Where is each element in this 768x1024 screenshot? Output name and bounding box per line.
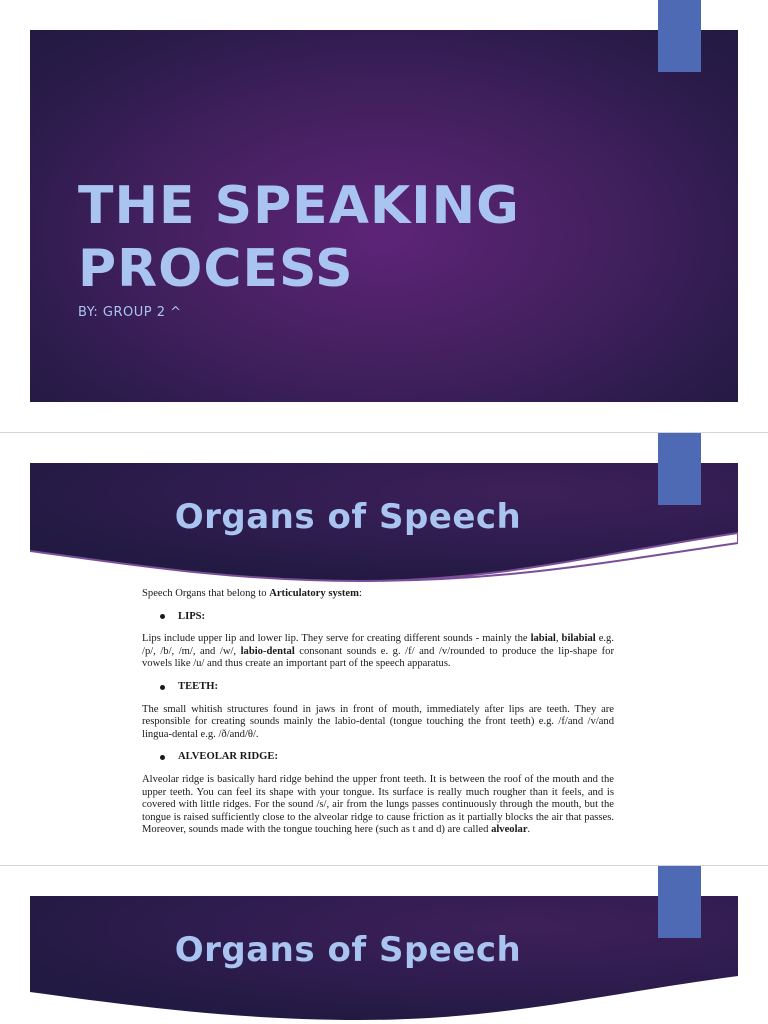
title-slide[interactable] <box>0 0 768 432</box>
intro-line: Speech Organs that belong to Articulatory system: <box>142 588 362 599</box>
section-title: Organs of Speech <box>174 930 522 970</box>
paragraph-teeth: The small whitish structures found in jaws in front of mouth, immediately after lips are teeth. They are responsible for creating sounds mainly the labio-dental (tongue touching the front teeth) e.g. /f/and /v/and lingua-dental e.g. /ð/and/θ/. <box>142 703 614 740</box>
document-excerpt <box>142 588 614 847</box>
bullet-teeth <box>160 681 614 694</box>
presentation-subtitle: BY: GROUP 2 ^ <box>78 305 182 320</box>
section-title: Organs of Speech <box>174 497 522 537</box>
bullet-dot <box>160 755 165 760</box>
bullet-dot <box>160 685 165 690</box>
bullet-dot <box>160 614 165 619</box>
heading-teeth: TEETH: <box>178 680 219 692</box>
paragraph-lips: Lips include upper lip and lower lip. They serve for creating different sounds - mainly the labial, bilabial e.g. /p/, /b/, /m/, and /w/, labio-dental consonant sounds e. g. /f/ and /v/rounded to produce the lip-shape for vowels like /u/ and thus create an important part of the speech apparatus. <box>142 633 614 670</box>
title-line-2: PROCESS <box>78 239 354 299</box>
heading-alveolar-ridge: ALVEOLAR RIDGE: <box>178 751 278 763</box>
accent-tab <box>658 433 701 505</box>
bullet-lips <box>160 611 614 624</box>
organs-slide[interactable] <box>0 433 768 865</box>
presentation-title <box>78 175 520 301</box>
title-line-1: THE SPEAKING <box>78 176 520 236</box>
paragraph-alveolar-ridge: Alveolar ridge is basically hard ridge behind the upper front teeth. It is between the roof of the mouth and the upper teeth. You can feel its shape with your tongue. Its surface is really much rougher than it feels, and is covered with little ridges. For the sound /s/, air from the lungs passes continuously through the mouth, but the tongue is raised sufficiently close to the alveolar ridge to cause friction as it partially blocks the air that passes. Moreover, sounds made with the tongue touching here (such as t and d) are called alveolar. <box>142 773 614 836</box>
organs-slide-2[interactable] <box>0 866 768 1024</box>
bullet-alveolar-ridge <box>160 751 614 764</box>
heading-lips: LIPS: <box>178 610 206 622</box>
accent-tab <box>658 0 701 72</box>
accent-tab <box>658 866 701 938</box>
